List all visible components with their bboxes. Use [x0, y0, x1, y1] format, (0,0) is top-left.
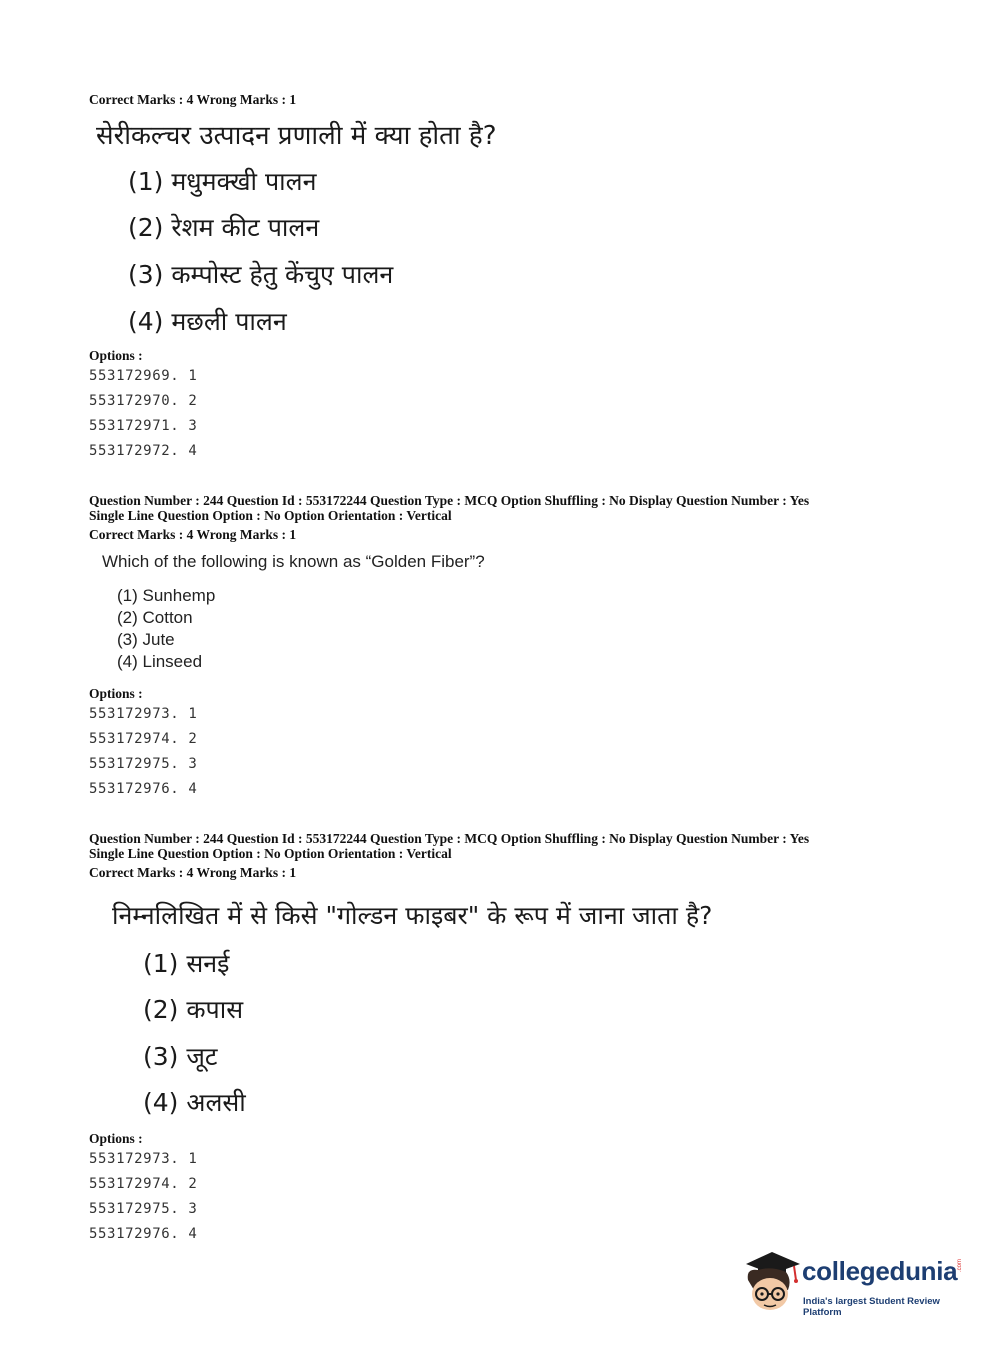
option-id-1: 553172969. 1 — [89, 368, 198, 384]
choice-1: (1) सनई — [143, 949, 230, 978]
mascot-icon — [742, 1250, 802, 1314]
option-id-1: 553172973. 1 — [89, 1151, 198, 1167]
choice-2: (2) रेशम कीट पालन — [128, 213, 320, 242]
option-id-2: 553172970. 2 — [89, 393, 198, 409]
options-label: Options : — [89, 1131, 143, 1146]
question-meta-line-2: Single Line Question Option : No Option Orientation : Vertical — [89, 846, 452, 861]
options-label: Options : — [89, 348, 143, 363]
option-id-3: 553172971. 3 — [89, 418, 198, 434]
question-meta-line: Question Number : 244 Question Id : 553172244 Question Type : MCQ Option Shuffling : No Display Question Number : Yes — [89, 831, 810, 846]
choice-4: (4) अलसी — [143, 1088, 246, 1117]
choice-3: (3) कम्पोस्ट हेतु केंचुए पालन — [128, 260, 394, 289]
question-text: निम्नलिखित में से किसे "गोल्डन फाइबर" के रूप में जाना जाता है? — [112, 901, 713, 930]
option-id-4: 553172976. 4 — [89, 781, 198, 797]
question-text: Which of the following is known as “Golden Fiber”? — [102, 552, 485, 571]
choice-3: (3) जूट — [143, 1042, 218, 1071]
choice-4: (4) Linseed — [117, 652, 203, 671]
logo-tagline: India's largest Student Review Platform — [803, 1296, 940, 1318]
choice-4: (4) मछली पालन — [128, 307, 287, 336]
choice-2: (2) कपास — [143, 995, 244, 1024]
option-id-3: 553172975. 3 — [89, 1201, 198, 1217]
choice-1: (1) मधुमक्खी पालन — [128, 167, 317, 196]
question-meta-line: Question Number : 244 Question Id : 553172244 Question Type : MCQ Option Shuffling : No Display Question Number : Yes — [89, 493, 810, 508]
choice-1: (1) Sunhemp — [117, 586, 216, 605]
option-id-2: 553172974. 2 — [89, 731, 198, 747]
option-id-4: 553172976. 4 — [89, 1226, 198, 1242]
option-id-4: 553172972. 4 — [89, 443, 198, 459]
option-id-1: 553172973. 1 — [89, 706, 198, 722]
options-label: Options : — [89, 686, 143, 701]
marks-line: Correct Marks : 4 Wrong Marks : 1 — [89, 527, 297, 542]
collegedunia-logo[interactable] — [742, 1250, 972, 1318]
marks-line: Correct Marks : 4 Wrong Marks : 1 — [89, 865, 297, 880]
option-id-2: 553172974. 2 — [89, 1176, 198, 1192]
logo-dotcom: .com — [957, 1258, 963, 1272]
question-meta-line-2: Single Line Question Option : No Option Orientation : Vertical — [89, 508, 452, 523]
choice-3: (3) Jute — [117, 630, 175, 649]
question-text: सेरीकल्चर उत्पादन प्रणाली में क्या होता है? — [96, 121, 497, 151]
option-id-3: 553172975. 3 — [89, 756, 198, 772]
choice-2: (2) Cotton — [117, 608, 193, 627]
marks-line: Correct Marks : 4 Wrong Marks : 1 — [89, 92, 297, 107]
logo-wordmark: collegedunia — [802, 1256, 958, 1286]
